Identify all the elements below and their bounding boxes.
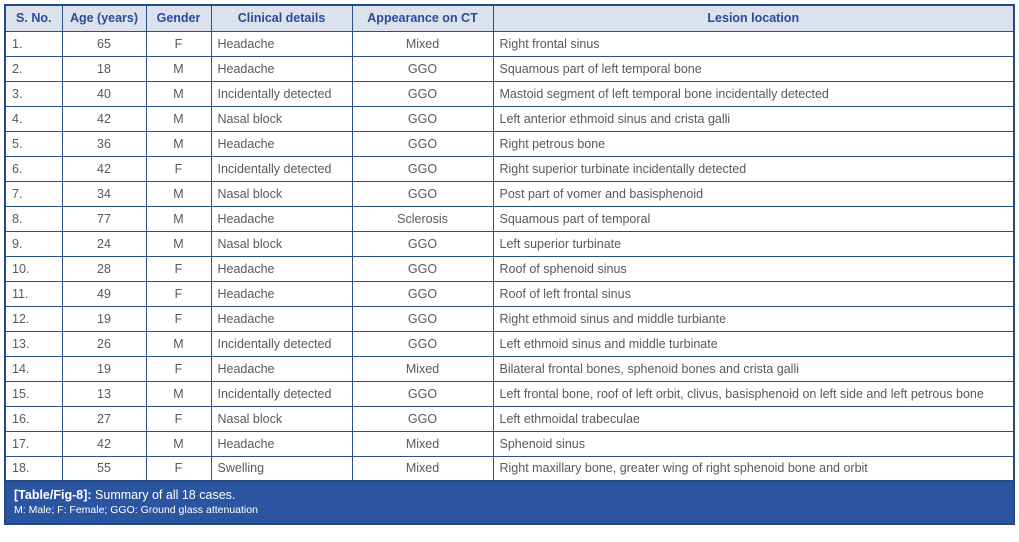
cell-s-no: 10. xyxy=(5,256,62,281)
cell-age-years: 19 xyxy=(62,306,146,331)
cell-appearance-on-ct: GGO xyxy=(352,381,493,406)
cell-gender: M xyxy=(146,331,211,356)
cell-clinical-details: Incidentally detected xyxy=(211,156,352,181)
cell-s-no: 6. xyxy=(5,156,62,181)
header-row xyxy=(5,5,1014,31)
table-row xyxy=(5,231,1014,256)
cell-clinical-details: Nasal block xyxy=(211,231,352,256)
cell-lesion-location: Left ethmoid sinus and middle turbinate xyxy=(493,331,1014,356)
cell-s-no: 3. xyxy=(5,81,62,106)
cell-gender: F xyxy=(146,31,211,56)
cell-lesion-location: Right ethmoid sinus and middle turbiante xyxy=(493,306,1014,331)
cell-s-no: 15. xyxy=(5,381,62,406)
cell-appearance-on-ct: Mixed xyxy=(352,456,493,481)
cell-age-years: 36 xyxy=(62,131,146,156)
cell-appearance-on-ct: GGO xyxy=(352,56,493,81)
cell-gender: F xyxy=(146,406,211,431)
cell-s-no: 5. xyxy=(5,131,62,156)
table-row xyxy=(5,306,1014,331)
cell-clinical-details: Headache xyxy=(211,131,352,156)
cell-gender: M xyxy=(146,81,211,106)
cell-clinical-details: Nasal block xyxy=(211,181,352,206)
cell-s-no: 16. xyxy=(5,406,62,431)
table-row xyxy=(5,181,1014,206)
cases-table xyxy=(4,4,1015,482)
cell-age-years: 18 xyxy=(62,56,146,81)
cell-appearance-on-ct: Mixed xyxy=(352,431,493,456)
cell-age-years: 77 xyxy=(62,206,146,231)
cell-lesion-location: Sphenoid sinus xyxy=(493,431,1014,456)
cell-appearance-on-ct: GGO xyxy=(352,81,493,106)
cell-age-years: 27 xyxy=(62,406,146,431)
cell-age-years: 65 xyxy=(62,31,146,56)
cell-s-no: 13. xyxy=(5,331,62,356)
cell-gender: M xyxy=(146,431,211,456)
cell-gender: F xyxy=(146,256,211,281)
cell-s-no: 14. xyxy=(5,356,62,381)
cell-gender: M xyxy=(146,381,211,406)
cell-appearance-on-ct: GGO xyxy=(352,306,493,331)
cell-lesion-location: Left ethmoidal trabeculae xyxy=(493,406,1014,431)
cell-lesion-location: Left anterior ethmoid sinus and crista galli xyxy=(493,106,1014,131)
cell-age-years: 19 xyxy=(62,356,146,381)
table-row xyxy=(5,456,1014,481)
column-header-lesion-location: Lesion location xyxy=(493,5,1014,31)
cell-clinical-details: Headache xyxy=(211,206,352,231)
table-row xyxy=(5,256,1014,281)
cell-appearance-on-ct: GGO xyxy=(352,106,493,131)
cell-lesion-location: Right petrous bone xyxy=(493,131,1014,156)
cell-gender: F xyxy=(146,306,211,331)
table-row xyxy=(5,156,1014,181)
cell-age-years: 26 xyxy=(62,331,146,356)
cell-lesion-location: Roof of left frontal sinus xyxy=(493,281,1014,306)
cell-clinical-details: Nasal block xyxy=(211,106,352,131)
cell-s-no: 9. xyxy=(5,231,62,256)
cell-lesion-location: Post part of vomer and basisphenoid xyxy=(493,181,1014,206)
cell-age-years: 49 xyxy=(62,281,146,306)
cell-clinical-details: Headache xyxy=(211,306,352,331)
cell-age-years: 34 xyxy=(62,181,146,206)
cell-lesion-location: Right superior turbinate incidentally detected xyxy=(493,156,1014,181)
cell-lesion-location: Mastoid segment of left temporal bone incidentally detected xyxy=(493,81,1014,106)
cell-gender: M xyxy=(146,131,211,156)
cell-clinical-details: Headache xyxy=(211,31,352,56)
cell-age-years: 24 xyxy=(62,231,146,256)
cell-gender: F xyxy=(146,281,211,306)
column-header-gender: Gender xyxy=(146,5,211,31)
caption-line xyxy=(14,487,1005,503)
cell-appearance-on-ct: GGO xyxy=(352,131,493,156)
cell-age-years: 55 xyxy=(62,456,146,481)
cell-clinical-details: Headache xyxy=(211,56,352,81)
cell-lesion-location: Right frontal sinus xyxy=(493,31,1014,56)
cell-gender: F xyxy=(146,356,211,381)
cell-lesion-location: Left superior turbinate xyxy=(493,231,1014,256)
cell-s-no: 4. xyxy=(5,106,62,131)
cell-lesion-location: Right maxillary bone, greater wing of right sphenoid bone and orbit xyxy=(493,456,1014,481)
cell-clinical-details: Incidentally detected xyxy=(211,81,352,106)
cell-lesion-location: Roof of sphenoid sinus xyxy=(493,256,1014,281)
table-row xyxy=(5,81,1014,106)
cell-age-years: 13 xyxy=(62,381,146,406)
cell-s-no: 11. xyxy=(5,281,62,306)
cell-gender: M xyxy=(146,106,211,131)
cell-gender: M xyxy=(146,56,211,81)
cell-gender: F xyxy=(146,456,211,481)
cell-clinical-details: Incidentally detected xyxy=(211,381,352,406)
cell-lesion-location: Bilateral frontal bones, sphenoid bones and crista galli xyxy=(493,356,1014,381)
cell-s-no: 18. xyxy=(5,456,62,481)
cell-age-years: 42 xyxy=(62,431,146,456)
cell-clinical-details: Incidentally detected xyxy=(211,331,352,356)
table-row xyxy=(5,406,1014,431)
caption-band xyxy=(4,482,1015,525)
cell-appearance-on-ct: Mixed xyxy=(352,31,493,56)
table-row xyxy=(5,56,1014,81)
cell-gender: M xyxy=(146,181,211,206)
cell-appearance-on-ct: GGO xyxy=(352,181,493,206)
cell-appearance-on-ct: Sclerosis xyxy=(352,206,493,231)
cell-clinical-details: Headache xyxy=(211,356,352,381)
cell-lesion-location: Squamous part of left temporal bone xyxy=(493,56,1014,81)
column-header-appearance-on-ct: Appearance on CT xyxy=(352,5,493,31)
table-row xyxy=(5,356,1014,381)
cell-clinical-details: Nasal block xyxy=(211,406,352,431)
cell-s-no: 7. xyxy=(5,181,62,206)
cell-clinical-details: Headache xyxy=(211,431,352,456)
cell-clinical-details: Headache xyxy=(211,281,352,306)
table-row xyxy=(5,106,1014,131)
cell-s-no: 17. xyxy=(5,431,62,456)
caption-summary: Summary of all 18 cases. xyxy=(95,488,236,502)
cell-s-no: 12. xyxy=(5,306,62,331)
cell-s-no: 1. xyxy=(5,31,62,56)
cell-age-years: 40 xyxy=(62,81,146,106)
column-header-clinical-details: Clinical details xyxy=(211,5,352,31)
cell-appearance-on-ct: Mixed xyxy=(352,356,493,381)
table-row xyxy=(5,31,1014,56)
cell-s-no: 8. xyxy=(5,206,62,231)
column-header-age-years: Age (years) xyxy=(62,5,146,31)
abbreviations-line: M: Male; F: Female; GGO: Ground glass attenuation xyxy=(14,504,258,516)
cell-appearance-on-ct: GGO xyxy=(352,281,493,306)
cell-age-years: 28 xyxy=(62,256,146,281)
table-row xyxy=(5,131,1014,156)
table-row xyxy=(5,431,1014,456)
cell-appearance-on-ct: GGO xyxy=(352,231,493,256)
table-row xyxy=(5,331,1014,356)
cell-gender: F xyxy=(146,156,211,181)
cell-lesion-location: Squamous part of temporal xyxy=(493,206,1014,231)
column-header-s-no: S. No. xyxy=(5,5,62,31)
cell-appearance-on-ct: GGO xyxy=(352,406,493,431)
cell-appearance-on-ct: GGO xyxy=(352,331,493,356)
cell-s-no: 2. xyxy=(5,56,62,81)
cell-lesion-location: Left frontal bone, roof of left orbit, clivus, basisphenoid on left side and left petrous bone xyxy=(493,381,1014,406)
table-row xyxy=(5,206,1014,231)
table-row xyxy=(5,381,1014,406)
cell-clinical-details: Headache xyxy=(211,256,352,281)
cell-appearance-on-ct: GGO xyxy=(352,256,493,281)
cell-age-years: 42 xyxy=(62,106,146,131)
cell-gender: M xyxy=(146,231,211,256)
table-row xyxy=(5,281,1014,306)
cell-clinical-details: Swelling xyxy=(211,456,352,481)
cell-age-years: 42 xyxy=(62,156,146,181)
figure-tag: [Table/Fig-8]: xyxy=(14,488,92,502)
cell-gender: M xyxy=(146,206,211,231)
cell-appearance-on-ct: GGO xyxy=(352,156,493,181)
